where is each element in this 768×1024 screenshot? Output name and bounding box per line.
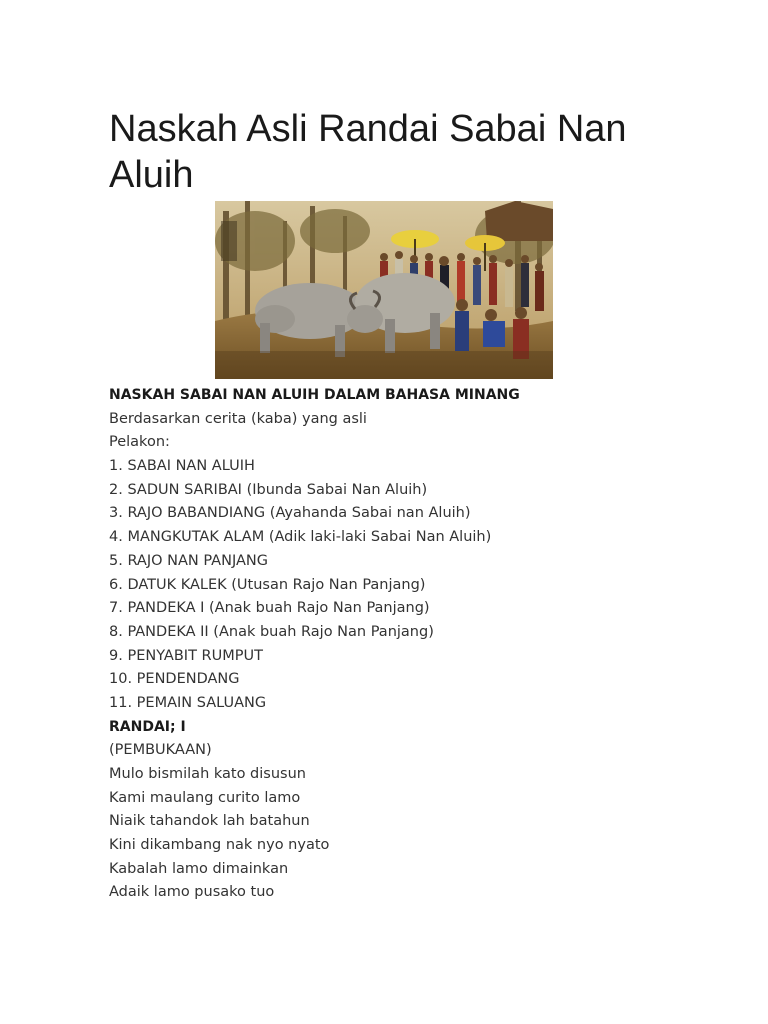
cast-label: Pelakon: [109, 434, 170, 451]
verse-line: Adaik lamo pusako tuo [109, 884, 275, 901]
cast-item: 3. RAJO BABANDIANG (Ayahanda Sabai nan Aluih) [109, 505, 471, 522]
cast-list [109, 455, 709, 716]
verse-line: Kami maulang curito lamo [109, 789, 301, 806]
verse-line: Niaik tahandok lah batahun [109, 813, 310, 830]
cast-item: 7. PANDEKA I (Anak buah Rajo Nan Panjang) [109, 600, 430, 617]
verse-line: Kabalah lamo dimainkan [109, 860, 289, 877]
verse-line: Kini dikambang nak nyo nyato [109, 837, 330, 854]
page-title: Naskah Asli Randai Sabai Nan Aluih [109, 108, 627, 196]
cast-item: 6. DATUK KALEK (Utusan Rajo Nan Panjang) [109, 576, 426, 593]
cast-item: 9. PENYABIT RUMPUT [109, 647, 263, 664]
cast-item: 2. SADUN SARIBAI (Ibunda Sabai Nan Aluih) [109, 481, 428, 498]
verse-list [109, 763, 709, 905]
cast-item: 11. PEMAIN SALUANG [109, 694, 267, 711]
painting-image [215, 201, 553, 379]
document-heading: NASKAH SABAI NAN ALUIH DALAM BAHASA MINANG [109, 387, 520, 403]
document-subtitle: Berdasarkan cerita (kaba) yang asli [109, 410, 367, 427]
cast-item: 1. SABAI NAN ALUIH [109, 458, 255, 475]
cast-item: 4. MANGKUTAK ALAM (Adik laki-laki Sabai Nan Aluih) [109, 529, 492, 546]
verse-line: Mulo bismilah kato disusun [109, 766, 306, 782]
cast-item: 8. PANDEKA II (Anak buah Rajo Nan Panjang) [109, 623, 434, 640]
section-heading: RANDAI; I [109, 718, 186, 735]
document-body [109, 384, 709, 905]
cast-item: 10. PENDENDANG [109, 671, 240, 688]
painting-svg [215, 201, 553, 379]
section-subtitle: (PEMBUKAAN) [109, 742, 212, 759]
cast-item: 5. RAJO NAN PANJANG [109, 552, 268, 569]
